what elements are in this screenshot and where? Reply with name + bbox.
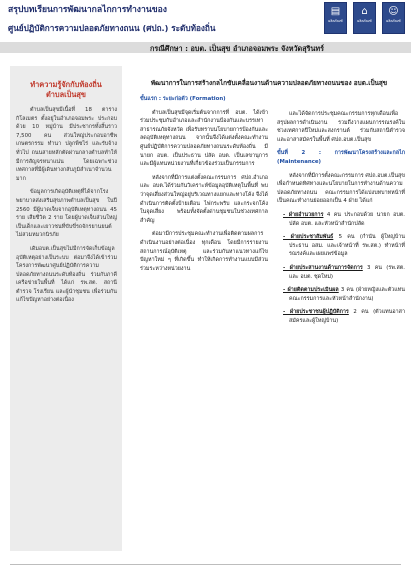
right-paragraph: หลังจากที่มีการตั้งคณะกรรมการ ศปถ.อบต.เป็นสุข เพื่อกำหนดทิศทางและนโยบายในการทำงานด้านความปลอดภัยทางถนน คณะกรรมการได้แบ่งบทบาทหน้าที่เป็นคณะทำงานย่อยออกเป็น 4 ฝ่าย ได้แก่ — [277, 172, 405, 205]
people-icon[interactable]: ☺ ผลิตภัณฑ์ — [382, 2, 405, 34]
list-item: - ฝ่ายประชาสัมพันธ์ 5 คน (กำนัน ผู้ใหญ่บ้าน ประธาน อสม. และเจ้าหน้าที่ รพ.สต.) ทำหน้าที่รณรงค์และเผยแพร่ข้อมูล — [283, 234, 405, 258]
right-intro: และได้จัดการประชุมคณะกรรมการทุกเดือนเพื่อสรุปผลการดำเนินงาน รวมถึงวางแผนการรณรงค์ในช่วงเทศกาลปีใหม่และสงกรานต์ ร่วมกับสถานีตำรวจและอาสาสมัครในพื้นที่ ศปถ.อบต.เป็นสุข — [277, 111, 405, 143]
list-item: - ฝ่ายประชาชนผู้ปฏิบัติการ 2 คน (ตัวแทนอาสาสมัครและผู้ใหญ่บ้าน) — [283, 309, 405, 324]
left-paragraph: ต่อมามีการประชุมคณะทำงานเพื่อติดตามผลการดำเนินงานอย่างต่อเนื่อง ทุกเดือน โดยมีการรายงานสถานการณ์อุบัติเหตุ และร่วมกันหาแนวทางแก้ไขปัญหาใหม่ ๆ ที่เกิดขึ้น ทำให้เกิดการทำงานแบบมีส่วนร่วมระหว่างหน่วยงาน — [140, 231, 268, 272]
document-title: สรุปบทเรียนการพัฒนากลไกการทำงานของ — [8, 5, 167, 15]
sidebar-body — [10, 100, 122, 305]
right-subheading: ขั้นที่ 2 : การพัฒนาโครงสร้างและกลไก (Maintenance) — [277, 150, 405, 165]
sidebar-paragraph: เดิมอบต.เป็นสุขไม่มีการจัดเก็บข้อมูลอุบัติเหตุอย่างเป็นระบบ ต่อมาจึงได้เข้าร่วมโครงการพัฒนาศูนย์ปฏิบัติการความปลอดภัยทางถนนระดับท้องถิ่น ร่วมกับภาคีเครือข่ายในพื้นที่ ได้แก่ รพ.สต. สถานีตำรวจ โรงเรียน และผู้นำชุมชน เพื่อร่วมกันแก้ไขปัญหาอย่างต่อเนื่อง — [16, 245, 117, 304]
document-header — [8, 4, 298, 34]
document-subtitle: ศูนย์ปฏิบัติการความปลอดภัยทางถนน (ศปถ.) ระดับท้องถิ่น — [8, 23, 216, 33]
list-item: - ฝ่ายประสานงานด้านการจัดการ 3 คน (รพ.สต. และ อบต. ชุดใหม่) — [283, 264, 405, 280]
list-item: - ฝ่ายอำนวยการ 4 คน ประกอบด้วย นายก อบต. ปลัด อบต. และหัวหน้าสำนักปลัด — [283, 211, 405, 227]
home-icon[interactable]: ⌂ ผลิตภัณฑ์ — [353, 2, 376, 34]
footer-divider — [10, 564, 401, 565]
list-item: - ฝ่ายติดตามประเมินผล 3 คน (ฝ่ายหญิงและตัวแทนคณะกรรมการและหัวหน้าสำนักงาน) — [283, 287, 405, 302]
sidebar-paragraph: ข้อมูลการเกิดอุบัติเหตุที่ได้จากโรงพยาบาลส่งเสริมสุขภาพตำบลเป็นสุข ในปี 2560 มีผู้บาดเจ็บจากอุบัติเหตุทางถนน 45 ราย เสียชีวิต 2 ราย โดยผู้บาดเจ็บส่วนใหญ่เป็นเด็กและเยาวชนที่ขับขี่รถจักรยานยนต์ไม่สวมหมวกนิรภัย — [16, 189, 117, 239]
committee-list — [277, 211, 405, 326]
sidebar-paragraph: ตำบลเป็นสุขมีเนื้อที่ 18 ตารางกิโลเมตร ตั้งอยู่ในอำเภอจอมพระ ประกอบด้วย 10 หมู่บ้าน มีประชากรทั้งสิ้นราว 7,500 คน ส่วนใหญ่ประกอบอาชีพเกษตรกรรม ทำนา ปลูกพืชไร่ และรับจ้างทั่วไป ถนนสายหลักตัดผ่านกลางตำบลทำให้มีการสัญจรหนาแน่น โดยเฉพาะช่วงเทศกาลที่มีผู้เดินทางกลับภูมิลำเนาจำนวนมาก — [16, 107, 117, 182]
left-paragraph: ตำบลเป็นสุขมีจุดเริ่มต้นจากการที่ อบต. ได้เข้าร่วมประชุมกับอำเภอและสำนักงานป้องกันและบรรเทาสาธารณภัยจังหวัด เพื่อรับทราบนโยบายการป้องกันและลดอุบัติเหตุทางถนน จากนั้นจึงได้แต่งตั้งคณะทำงานศูนย์ปฏิบัติการความปลอดภัยทางถนนระดับท้องถิ่น มีนายก อบต. เป็นประธาน ปลัด อบต. เป็นเลขานุการ และมีผู้แทนหน่วยงานที่เกี่ยวข้องร่วมเป็นกรรมการ — [140, 109, 268, 168]
document-icon[interactable]: ▤ ผลิตภัณฑ์ — [324, 2, 347, 34]
left-heading: ขั้นแรก : ระยะก่อตัว (Formation) — [140, 96, 226, 102]
case-study-label: กรณีศึกษา : อบต. เป็นสุข อำเภอจอมพระ จังหวัดสุรินทร์ — [150, 44, 324, 53]
left-column — [140, 95, 268, 278]
sidebar-title: ทำความรู้จักกับท้องถิ่น ตำบลเป็นสุข — [30, 80, 102, 99]
sidebar-panel — [10, 66, 122, 551]
left-paragraph: หลังจากที่มีการแต่งตั้งคณะกรรมการ ศปถ.อำเภอและ อบต.ได้ร่วมกันวิเคราะห์ข้อมูลอุบัติเหตุในพื้นที่ พบว่าจุดเสี่ยงส่วนใหญ่อยู่บริเวณทางแยกและทางโค้ง จึงได้ดำเนินการติดตั้งป้ายเตือน ไฟกระพริบ และกระจกโค้งในจุดเสี่ยง พร้อมทั้งจัดตั้งด่านชุมชนในช่วงเทศกาลสำคัญ — [140, 174, 268, 224]
main-section-title: พัฒนาการในการสร้างกลไกขับเคลื่อนงานด้านความปลอดภัยทางถนนของ อบต.เป็นสุข — [150, 79, 388, 87]
right-column — [277, 110, 405, 330]
header-icon-group — [324, 2, 405, 34]
